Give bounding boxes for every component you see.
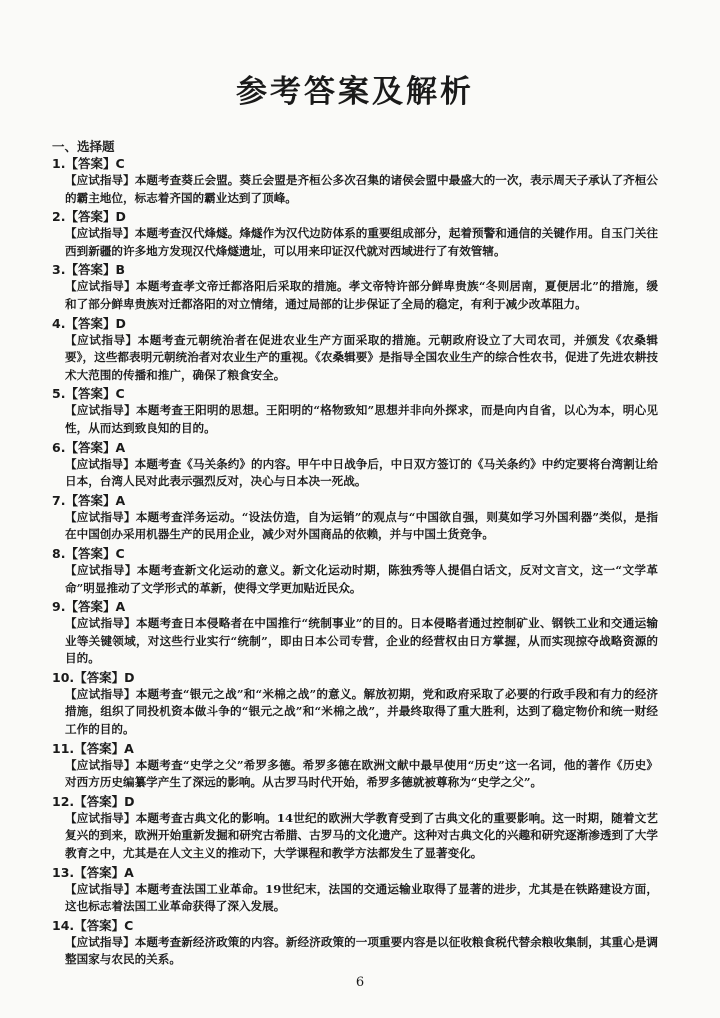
answer-line: 6.【答案】A [52, 439, 126, 455]
guide-text: 【应试指导】本题考查元朝统治者在促进农业生产方面采取的措施。元朝政府设立了大司农司，并颁发《农桑辑要》，这些都表明元朝统治者对农业生产的重视。《农桑辑要》是指导全国农业生产的综合性农书，促进了先进农耕技术大范围的传播和推广，确保了粮食安全。 [65, 332, 658, 382]
question-item [52, 864, 658, 916]
answer-line: 2.【答案】D [52, 209, 126, 225]
answer-line: 8.【答案】C [52, 545, 125, 561]
guide-text: 【应试指导】本题考查孝文帝迁都洛阳后采取的措施。孝文帝特许部分鲜卑贵族“冬则居南，夏便居北”的措施，缓和了部分鲜卑贵族对迁都洛阳的对立情绪，通过局部的让步保证了全局的稳定，有利于减少改革阻力。 [65, 279, 658, 311]
answer-line: 3.【答案】B [52, 262, 125, 278]
question-item [52, 208, 658, 260]
answer-line: 7.【答案】A [52, 492, 126, 508]
page-number: 6 [355, 975, 365, 990]
answer-line: 14.【答案】C [52, 917, 134, 933]
section-heading: 一、选择题 [52, 139, 115, 154]
answer-line: 4.【答案】D [52, 315, 126, 331]
guide-text: 【应试指导】本题考查“银元之战”和“米棉之战”的意义。解放初期，党和政府采取了必要的行政手段和有力的经济措施，组织了同投机资本做斗争的“银元之战”和“米棉之战”，并最终取得了重大胜利，达到了稳定物价和统一财经工作的目的。 [65, 686, 658, 737]
question-item [52, 261, 658, 313]
guide-text: 【应试指导】本题考查新经济政策的内容。新经济政策的一项重要内容是以征收粮食税代替余粮收集制，其重心是调整国家与农民的关系。 [65, 934, 658, 967]
question-item [52, 793, 658, 863]
question-item [52, 740, 658, 792]
answer-line: 10.【答案】D [52, 669, 135, 685]
guide-text: 【应试指导】本题考查“史学之父”希罗多德。希罗多德在欧洲文献中最早使用“历史”这一名词，他的著作《历史》对西方历史编纂学产生了深远的影响。从古罗马时代开始，希罗多德就被尊称为“史学之父”。 [65, 757, 658, 790]
question-item [52, 492, 658, 544]
answer-line: 9.【答案】A [52, 599, 126, 615]
question-item [52, 315, 658, 385]
guide-text: 【应试指导】本题考查王阳明的思想。王阳明的“格物致知”思想并非向外探求，而是向内自省，以心为本，明心见性，从而达到致良知的目的。 [65, 403, 658, 435]
guide-text: 【应试指导】本题考查《马关条约》的内容。甲午中日战争后，中日双方签订的《马关条约》中约定要将台湾割让给日本，台湾人民对此表示强烈反对，决心与日本决一死战。 [65, 456, 658, 489]
answer-list [52, 155, 658, 969]
question-item [52, 669, 658, 739]
question-item [52, 917, 658, 969]
answer-line: 5.【答案】C [52, 386, 125, 402]
answer-line: 13.【答案】A [52, 864, 134, 880]
answer-line: 12.【答案】D [52, 793, 135, 809]
guide-text: 【应试指导】本题考查洋务运动。“设法仿造，自为运销”的观点与“中国欲自强，则莫如学习外国利器”类似，是指在中国创办采用机器生产的民用企业，减少对外国商品的依赖，并与中国土货竞争。 [65, 509, 658, 542]
guide-text: 【应试指导】本题考查日本侵略者在中国推行“统制事业”的目的。日本侵略者通过控制矿业、钢铁工业和交通运输业等关键领域，对这些行业实行“统制”，即由日本公司专营，企业的经营权由日方掌握，从而实现掠夺战略资源的目的。 [65, 616, 658, 666]
guide-text: 【应试指导】本题考查法国工业革命。19世纪末，法国的交通运输业取得了显著的进步，尤其是在铁路建设方面，这也标志着法国工业革命获得了深入发展。 [65, 881, 658, 914]
question-item [52, 155, 658, 207]
guide-text: 【应试指导】本题考查汉代烽燧。烽燧作为汉代边防体系的重要组成部分，起着预警和通信的关键作用。自玉门关往西到新疆的许多地方发现汉代烽燧遗址，可以用来印证汉代就对西域进行了有效管辖。 [65, 226, 658, 258]
answer-line: 11.【答案】A [52, 740, 134, 756]
question-item [52, 545, 658, 597]
page-title: 参考答案及解析 [236, 74, 474, 110]
answer-line: 1.【答案】C [52, 156, 125, 171]
guide-text: 【应试指导】本题考查古典文化的影响。14世纪的欧洲大学教育受到了古典文化的重要影响。这一时期，随着文艺复兴的到来，欧洲开始重新发掘和研究古希腊、古罗马的文化遗产。这种对古典文化的兴趣和研究逐渐渗透到了大学教育之中，尤其是在人文主义的推动下，大学课程和教学方法都发生了显著变化。 [65, 810, 658, 861]
guide-text: 【应试指导】本题考查葵丘会盟。葵丘会盟是齐桓公多次召集的诸侯会盟中最盛大的一次，表示周天子承认了齐桓公的霸主地位，标志着齐国的霸业达到了顶峰。 [65, 173, 658, 205]
guide-text: 【应试指导】本题考查新文化运动的意义。新文化运动时期，陈独秀等人提倡白话文，反对文言文，这一“文学革命”明显推动了文学形式的革新，使得文学更加贴近民众。 [65, 562, 658, 595]
question-item [52, 598, 658, 668]
question-item [52, 439, 658, 491]
question-item [52, 385, 658, 437]
